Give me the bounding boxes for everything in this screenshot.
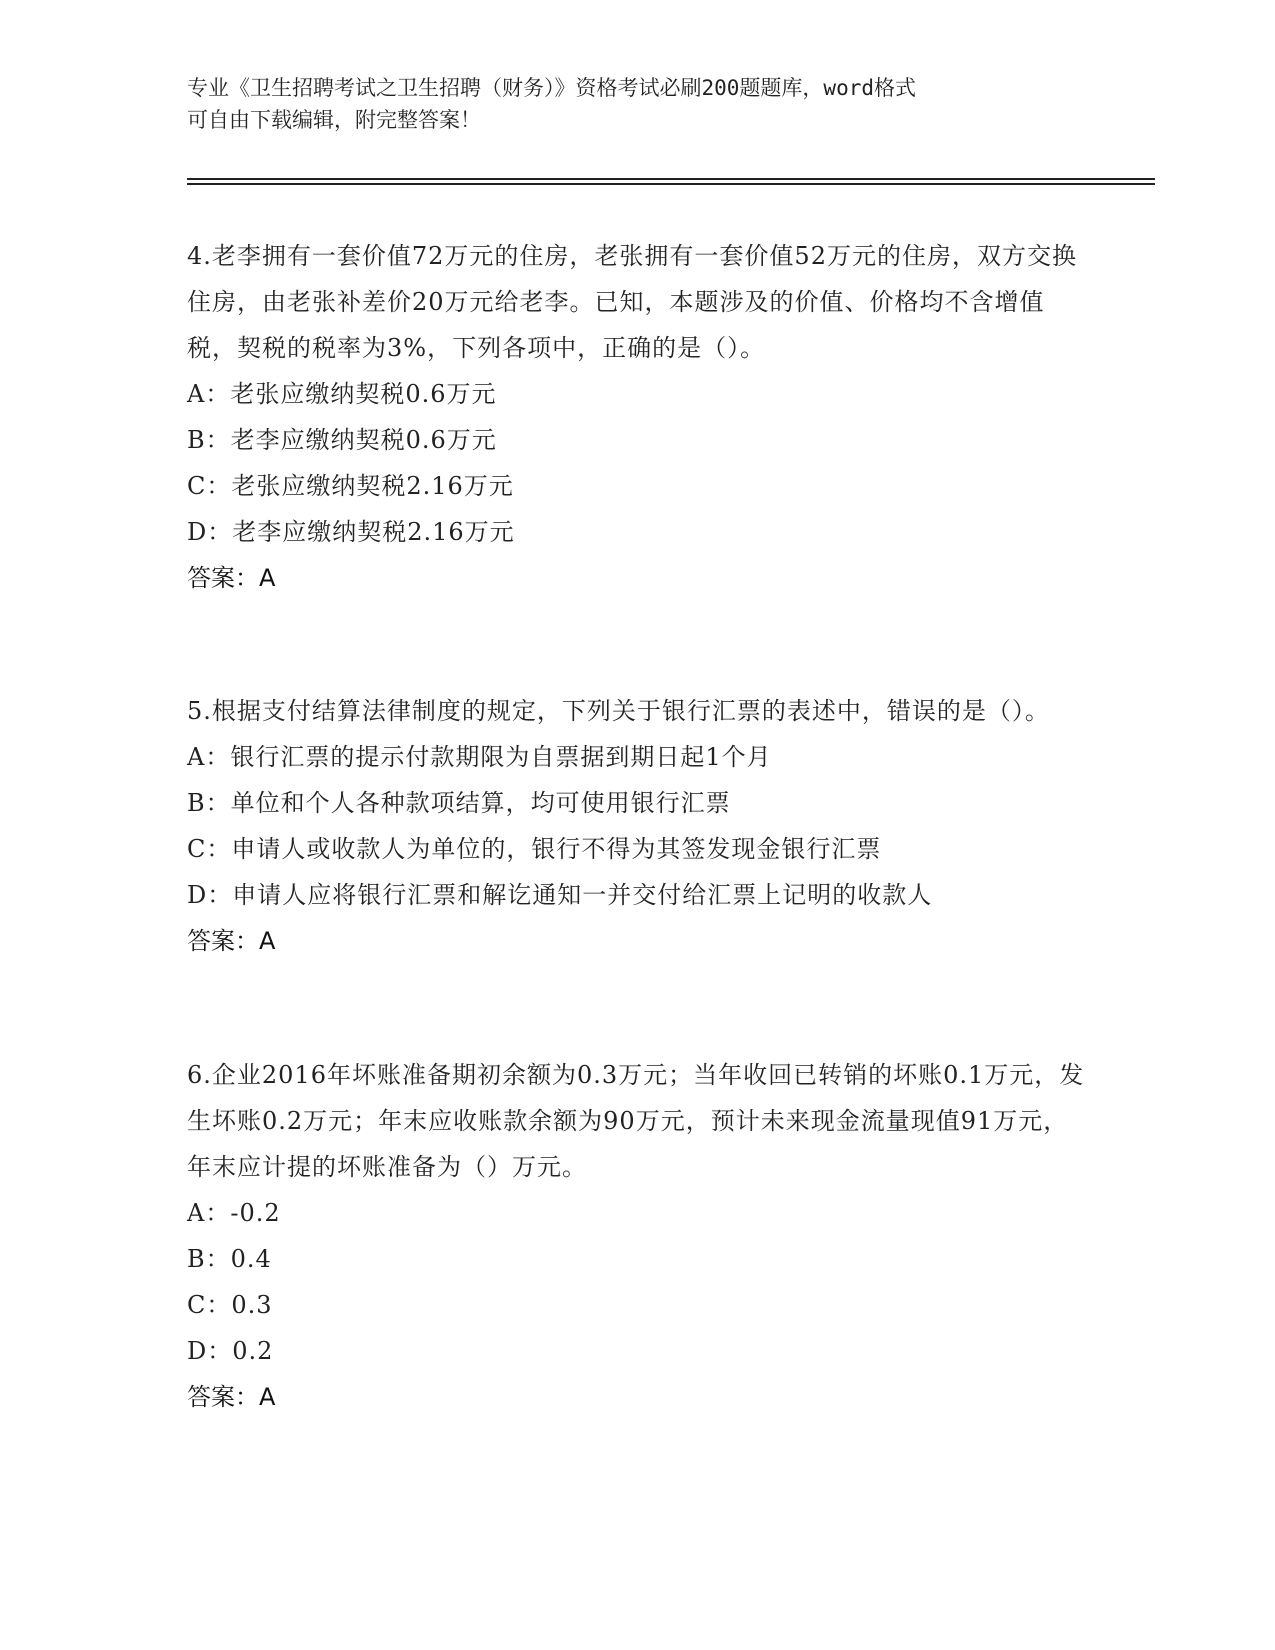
question-4 [187, 233, 1087, 601]
header-divider-bottom [187, 183, 1155, 185]
option-b: B：0.4 [187, 1245, 272, 1273]
option-b: B：单位和个人各种款项结算，均可使用银行汇票 [187, 789, 731, 817]
option-c: C：申请人或收款人为单位的，银行不得为其签发现金银行汇票 [187, 835, 882, 863]
option-a: A：老张应缴纳契税0.6万元 [187, 380, 497, 408]
option-d: D：0.2 [187, 1337, 274, 1365]
question-6 [187, 1052, 1087, 1420]
header-line-1: 专业《卫生招聘考试之卫生招聘（财务）》资格考试必刷200题题库，word格式 [187, 76, 916, 100]
question-stem: 4.老李拥有一套价值72万元的住房，老张拥有一套价值52万元的住房，双方交换住房，由老张补差价20万元给老李。已知，本题涉及的价值、价格均不含增值税，契税的税率为3%，下列各项中，正确的是（）。 [187, 242, 1077, 362]
option-d: D：老李应缴纳契税2.16万元 [187, 518, 515, 546]
answer: 答案：A [187, 564, 276, 592]
option-b: B：老李应缴纳契税0.6万元 [187, 426, 497, 454]
question-stem: 5.根据支付结算法律制度的规定，下列关于银行汇票的表述中，错误的是（）。 [187, 697, 1050, 725]
answer: 答案：A [187, 927, 276, 955]
option-a: A：银行汇票的提示付款期限为自票据到期日起1个月 [187, 743, 772, 771]
option-c: C：0.3 [187, 1291, 273, 1319]
option-d: D：申请人应将银行汇票和解讫通知一并交付给汇票上记明的收款人 [187, 881, 933, 909]
option-c: C：老张应缴纳契税2.16万元 [187, 472, 514, 500]
header-divider-top [187, 178, 1155, 180]
header-line-2: 可自由下载编辑，附完整答案！ [187, 108, 481, 132]
question-5 [187, 688, 1087, 964]
answer: 答案：A [187, 1383, 276, 1411]
document-header [187, 72, 1087, 136]
option-a: A：-0.2 [187, 1199, 281, 1227]
question-stem: 6.企业2016年坏账准备期初余额为0.3万元；当年收回已转销的坏账0.1万元，发生坏账0.2万元；年末应收账款余额为90万元，预计未来现金流量现值91万元，年末应计提的坏账准备为（）万元。 [187, 1061, 1085, 1181]
